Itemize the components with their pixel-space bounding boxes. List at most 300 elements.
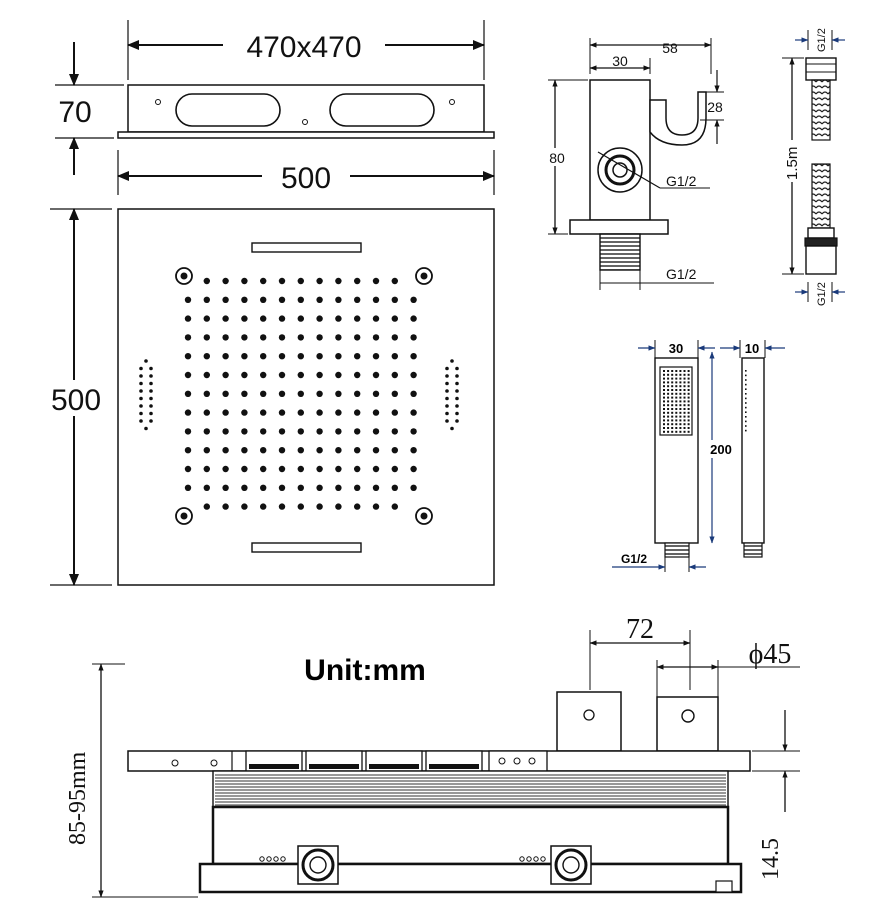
nozzle-dot <box>373 372 379 378</box>
wall-holder-view <box>540 38 724 290</box>
nozzle-dot <box>410 315 416 321</box>
nozzle-dot <box>316 353 322 359</box>
nozzle-dot <box>410 297 416 303</box>
plate-module-slot <box>429 764 479 769</box>
hand-nozzle-dot <box>679 389 681 391</box>
side-nozzle-dot <box>149 389 153 393</box>
nozzle-dot <box>410 447 416 453</box>
side-nozzle-dot <box>149 374 153 378</box>
hand-nozzle-dot <box>671 385 673 387</box>
hand-nozzle-dot <box>671 427 673 429</box>
nozzle-dot <box>392 428 398 434</box>
hand-nozzle-dot <box>684 393 686 395</box>
nozzle-dot <box>410 409 416 415</box>
hand-side-dot <box>745 411 747 413</box>
side-nozzle-dot <box>455 389 459 393</box>
side-nozzle-dot <box>139 382 143 386</box>
hand-nozzle-dot <box>679 378 681 380</box>
holder-hook-label: 28 <box>707 99 723 115</box>
top-height-label: 70 <box>58 96 92 129</box>
nozzle-dot <box>279 447 285 453</box>
nozzle-dot <box>335 315 341 321</box>
hand-nozzle-dot <box>667 419 669 421</box>
hand-nozzle-dot <box>675 416 677 418</box>
nozzle-dot <box>316 297 322 303</box>
nozzle-dot <box>392 466 398 472</box>
hand-nozzle-dot <box>663 397 665 399</box>
nozzle-dot <box>241 409 247 415</box>
hand-nozzle-dot <box>663 393 665 395</box>
nozzle-dot <box>222 428 228 434</box>
nozzle-dot <box>279 503 285 509</box>
side-nozzle-dot <box>149 382 153 386</box>
hand-nozzle-dot <box>667 400 669 402</box>
nozzle-dot <box>204 315 210 321</box>
nozzle-dot <box>335 503 341 509</box>
hand-nozzle-dot <box>684 423 686 425</box>
hand-nozzle-dot <box>675 397 677 399</box>
plate-thick-label: 14.5 <box>758 838 784 880</box>
hand-nozzle-dot <box>675 404 677 406</box>
nozzle-dot <box>316 503 322 509</box>
hand-nozzle-dot <box>679 423 681 425</box>
hand-nozzle-dot <box>671 419 673 421</box>
side-nozzle-dot <box>445 412 449 416</box>
corner-screw-center <box>421 513 428 520</box>
nozzle-dot <box>392 315 398 321</box>
hand-nozzle-dot <box>688 374 690 376</box>
hand-nozzle-dot <box>671 381 673 383</box>
hand-nozzle-dot <box>688 412 690 414</box>
nozzle-dot <box>241 391 247 397</box>
nozzle-dot <box>279 315 285 321</box>
nozzle-dot <box>298 278 304 284</box>
side-nozzle-dot <box>445 367 449 371</box>
nozzle-dot <box>335 297 341 303</box>
nozzle-dot <box>316 372 322 378</box>
side-nozzle-dot <box>455 367 459 371</box>
hand-nozzle-dot <box>667 374 669 376</box>
valve-diameter-label: ϕ45 <box>748 639 792 670</box>
hand-nozzle-dot <box>688 419 690 421</box>
hand-nozzle-dot <box>663 423 665 425</box>
holder-height-label: 80 <box>549 150 565 166</box>
panel-width-label: 500 <box>280 162 332 195</box>
hand-nozzle-dot <box>671 393 673 395</box>
nozzle-dot <box>392 409 398 415</box>
nozzle-dot <box>316 391 322 397</box>
nozzle-dot <box>222 334 228 340</box>
side-nozzle-dot <box>445 397 449 401</box>
nozzle-dot <box>316 409 322 415</box>
hand-nozzle-dot <box>684 419 686 421</box>
nozzle-dot <box>410 428 416 434</box>
nozzle-dot <box>204 334 210 340</box>
hand-side-dot <box>745 430 747 432</box>
nozzle-dot <box>260 428 266 434</box>
box-hole <box>260 857 264 861</box>
hand-nozzle-dot <box>675 385 677 387</box>
nozzle-dot <box>298 334 304 340</box>
nozzle-dot <box>392 485 398 491</box>
nozzle-dot <box>279 391 285 397</box>
nozzle-dot <box>354 334 360 340</box>
side-nozzle-dot <box>455 412 459 416</box>
nozzle-dot <box>260 278 266 284</box>
nozzle-dot <box>298 297 304 303</box>
corner-screw-center <box>181 513 188 520</box>
nozzle-dot <box>222 353 228 359</box>
hand-nozzle-dot <box>667 404 669 406</box>
nozzle-dot <box>204 428 210 434</box>
side-nozzle-dot <box>445 404 449 408</box>
nozzle-dot <box>298 353 304 359</box>
hand-nozzle-dot <box>663 431 665 433</box>
hand-side-dot <box>745 416 747 418</box>
hand-nozzle-dot <box>679 374 681 376</box>
hand-nozzle-dot <box>675 378 677 380</box>
nozzle-dot <box>204 353 210 359</box>
box-hole <box>541 857 545 861</box>
nozzle-dot <box>373 353 379 359</box>
nozzle-dot <box>204 391 210 397</box>
hand-nozzle-dot <box>675 389 677 391</box>
hand-nozzle-dot <box>663 416 665 418</box>
nozzle-dot <box>316 466 322 472</box>
hand-nozzle-dot <box>671 374 673 376</box>
nozzle-dot <box>354 297 360 303</box>
nozzle-dot <box>222 315 228 321</box>
nozzle-dot <box>373 485 379 491</box>
hand-nozzle-dot <box>663 370 665 372</box>
hand-nozzle-dot <box>667 370 669 372</box>
hand-nozzle-dot <box>663 404 665 406</box>
nozzle-dot <box>316 485 322 491</box>
nozzle-dot <box>185 466 191 472</box>
side-nozzle-dot <box>144 359 148 363</box>
side-nozzle-dot <box>445 389 449 393</box>
nozzle-dot <box>298 391 304 397</box>
nozzle-dot <box>373 391 379 397</box>
nozzle-dot <box>373 447 379 453</box>
nozzle-dot <box>410 353 416 359</box>
hand-nozzle-dot <box>663 385 665 387</box>
nozzle-dot <box>410 466 416 472</box>
nozzle-dot <box>204 409 210 415</box>
nozzle-dot <box>392 353 398 359</box>
unit-label: Unit:mm <box>304 654 426 687</box>
hand-nozzle-dot <box>667 412 669 414</box>
hand-nozzle-dot <box>667 408 669 410</box>
nozzle-dot <box>316 447 322 453</box>
nozzle-dot <box>298 503 304 509</box>
nozzle-dot <box>260 409 266 415</box>
hand-nozzle-dot <box>667 393 669 395</box>
side-nozzle-dot <box>149 367 153 371</box>
nozzle-dot <box>260 391 266 397</box>
hand-nozzle-dot <box>671 400 673 402</box>
hand-thread-label: G1/2 <box>620 552 648 566</box>
nozzle-dot <box>373 466 379 472</box>
side-nozzle-dot <box>139 367 143 371</box>
nozzle-dot <box>316 315 322 321</box>
nozzle-dot <box>222 391 228 397</box>
nozzle-dot <box>260 353 266 359</box>
hand-shower-view <box>612 340 785 572</box>
nozzle-dot <box>279 297 285 303</box>
side-nozzle-dot <box>455 382 459 386</box>
nozzle-dot <box>298 485 304 491</box>
hand-side-dot <box>745 398 747 400</box>
hand-nozzle-dot <box>679 416 681 418</box>
hand-nozzle-dot <box>688 416 690 418</box>
nozzle-dot <box>335 334 341 340</box>
hand-nozzle-dot <box>679 397 681 399</box>
hand-side-dot <box>745 384 747 386</box>
hand-nozzle-dot <box>675 419 677 421</box>
hand-nozzle-dot <box>684 431 686 433</box>
nozzle-dot <box>241 447 247 453</box>
nozzle-dot <box>335 278 341 284</box>
holder-thread-a-label: G1/2 <box>666 173 697 189</box>
hand-nozzle-dot <box>688 431 690 433</box>
nozzle-dot <box>279 278 285 284</box>
nozzle-dot <box>222 447 228 453</box>
side-nozzle-dot <box>455 374 459 378</box>
nozzle-dot <box>354 278 360 284</box>
nozzle-dot <box>279 372 285 378</box>
nozzle-dot <box>279 466 285 472</box>
nozzle-dot <box>185 447 191 453</box>
hand-nozzle-dot <box>684 378 686 380</box>
hand-nozzle-dot <box>671 408 673 410</box>
nozzle-dot <box>204 372 210 378</box>
nozzle-dot <box>335 466 341 472</box>
corner-screw-center <box>421 273 428 280</box>
nozzle-dot <box>279 428 285 434</box>
hand-nozzle-dot <box>675 427 677 429</box>
nozzle-dot <box>279 485 285 491</box>
nozzle-dot <box>279 409 285 415</box>
nozzle-dot <box>185 485 191 491</box>
box-hole <box>527 857 531 861</box>
nozzle-dot <box>354 428 360 434</box>
hand-nozzle-dot <box>671 370 673 372</box>
nozzle-dot <box>260 447 266 453</box>
plate-module-slot <box>369 764 419 769</box>
hand-nozzle-dot <box>667 378 669 380</box>
box-hole <box>267 857 271 861</box>
hand-nozzle-dot <box>679 393 681 395</box>
nozzle-dot <box>204 485 210 491</box>
side-nozzle-dot <box>149 412 153 416</box>
nozzle-dot <box>298 315 304 321</box>
box-hole <box>274 857 278 861</box>
nozzle-dot <box>373 409 379 415</box>
nozzle-dot <box>354 372 360 378</box>
hand-nozzle-dot <box>675 412 677 414</box>
hand-nozzle-dot <box>671 404 673 406</box>
hand-nozzle-dot <box>667 431 669 433</box>
nozzle-dot <box>410 334 416 340</box>
hand-nozzle-dot <box>667 389 669 391</box>
nozzle-dot <box>335 372 341 378</box>
nozzle-dot <box>279 334 285 340</box>
nozzle-dot <box>222 485 228 491</box>
nozzle-dot <box>373 503 379 509</box>
nozzle-dot <box>260 466 266 472</box>
hand-side-dot <box>745 379 747 381</box>
nozzle-dot <box>392 278 398 284</box>
hand-nozzle-dot <box>667 423 669 425</box>
nozzle-dot <box>241 372 247 378</box>
side-nozzle-dot <box>149 397 153 401</box>
hand-nozzle-dot <box>667 381 669 383</box>
nozzle-dot <box>204 466 210 472</box>
side-nozzle-dot <box>455 397 459 401</box>
hose-top-label: G1/2 <box>816 28 828 52</box>
hand-nozzle-dot <box>675 381 677 383</box>
side-nozzle-dot <box>139 404 143 408</box>
nozzle-dot <box>241 353 247 359</box>
valve-spacing-label: 72 <box>626 614 654 645</box>
nozzle-dot <box>392 297 398 303</box>
nozzle-dot <box>335 353 341 359</box>
nozzle-dot <box>241 334 247 340</box>
hand-width-label: 30 <box>668 341 684 356</box>
hand-nozzle-dot <box>675 423 677 425</box>
nozzle-dot <box>354 391 360 397</box>
nozzle-dot <box>241 278 247 284</box>
nozzle-dot <box>335 391 341 397</box>
side-nozzle-dot <box>139 389 143 393</box>
nozzle-dot <box>241 297 247 303</box>
nozzle-dot <box>222 297 228 303</box>
hand-nozzle-dot <box>675 393 677 395</box>
nozzle-dot <box>354 447 360 453</box>
hand-nozzle-dot <box>688 381 690 383</box>
holder-thread-b-label: G1/2 <box>666 266 697 282</box>
hand-nozzle-dot <box>684 374 686 376</box>
nozzle-dot <box>354 466 360 472</box>
top-width-label: 470x470 <box>246 31 362 64</box>
hand-length-label: 200 <box>710 442 732 457</box>
nozzle-dot <box>316 428 322 434</box>
nozzle-dot <box>260 334 266 340</box>
box-hole <box>534 857 538 861</box>
holder-inner-label: 30 <box>612 53 628 69</box>
nozzle-dot <box>260 485 266 491</box>
hand-nozzle-dot <box>663 381 665 383</box>
hand-nozzle-dot <box>679 427 681 429</box>
nozzle-dot <box>410 485 416 491</box>
side-nozzle-dot <box>450 359 454 363</box>
nozzle-dot <box>373 428 379 434</box>
hand-nozzle-dot <box>688 423 690 425</box>
hand-nozzle-dot <box>684 412 686 414</box>
hand-nozzle-dot <box>675 374 677 376</box>
nozzle-dot <box>279 353 285 359</box>
side-nozzle-dot <box>139 419 143 423</box>
nozzle-dot <box>298 428 304 434</box>
nozzle-dot <box>222 409 228 415</box>
side-nozzle-dot <box>139 412 143 416</box>
hand-nozzle-dot <box>684 416 686 418</box>
hand-nozzle-dot <box>675 431 677 433</box>
hose-bottom-label: G1/2 <box>816 282 828 306</box>
hand-nozzle-dot <box>688 400 690 402</box>
nozzle-dot <box>204 503 210 509</box>
nozzle-dot <box>316 278 322 284</box>
hand-nozzle-dot <box>679 412 681 414</box>
hand-nozzle-dot <box>688 404 690 406</box>
hand-nozzle-dot <box>679 400 681 402</box>
hand-side-dot <box>745 375 747 377</box>
hand-nozzle-dot <box>671 397 673 399</box>
hand-nozzle-dot <box>679 370 681 372</box>
installation-side-view <box>65 614 800 897</box>
hand-nozzle-dot <box>671 431 673 433</box>
nozzle-dot <box>204 447 210 453</box>
hand-nozzle-dot <box>688 393 690 395</box>
holder-width-label: 58 <box>662 40 678 56</box>
hand-nozzle-dot <box>679 408 681 410</box>
hand-nozzle-dot <box>688 378 690 380</box>
box-hole <box>281 857 285 861</box>
nozzle-dot <box>335 447 341 453</box>
nozzle-dot <box>316 334 322 340</box>
nozzle-dot <box>335 409 341 415</box>
nozzle-dot <box>354 485 360 491</box>
right-inlet <box>551 846 591 884</box>
hand-nozzle-dot <box>684 389 686 391</box>
left-inlet <box>298 846 338 884</box>
hand-nozzle-dot <box>663 408 665 410</box>
hand-nozzle-dot <box>667 385 669 387</box>
nozzle-dot <box>335 428 341 434</box>
hand-depth-label: 10 <box>744 341 760 356</box>
side-nozzle-dot <box>139 397 143 401</box>
side-nozzle-dot <box>445 419 449 423</box>
hand-side-dot <box>745 407 747 409</box>
hand-nozzle-dot <box>667 427 669 429</box>
hand-nozzle-dot <box>671 389 673 391</box>
nozzle-dot <box>185 391 191 397</box>
nozzle-dot <box>298 466 304 472</box>
hand-nozzle-dot <box>663 374 665 376</box>
hand-nozzle-dot <box>684 381 686 383</box>
nozzle-dot <box>410 372 416 378</box>
hand-nozzle-dot <box>667 416 669 418</box>
nozzle-dot <box>260 503 266 509</box>
hand-nozzle-dot <box>679 431 681 433</box>
nozzle-dot <box>185 315 191 321</box>
side-nozzle-dot <box>144 427 148 431</box>
nozzle-dot <box>241 503 247 509</box>
hand-side-dot <box>745 421 747 423</box>
hand-nozzle-dot <box>663 400 665 402</box>
nozzle-dot <box>204 297 210 303</box>
hand-nozzle-dot <box>679 385 681 387</box>
side-nozzle-dot <box>445 374 449 378</box>
nozzle-dot <box>204 278 210 284</box>
hand-nozzle-dot <box>663 419 665 421</box>
hand-nozzle-dot <box>675 400 677 402</box>
hand-nozzle-dot <box>663 389 665 391</box>
side-nozzle-dot <box>455 419 459 423</box>
nozzle-dot <box>185 353 191 359</box>
hand-nozzle-dot <box>688 427 690 429</box>
